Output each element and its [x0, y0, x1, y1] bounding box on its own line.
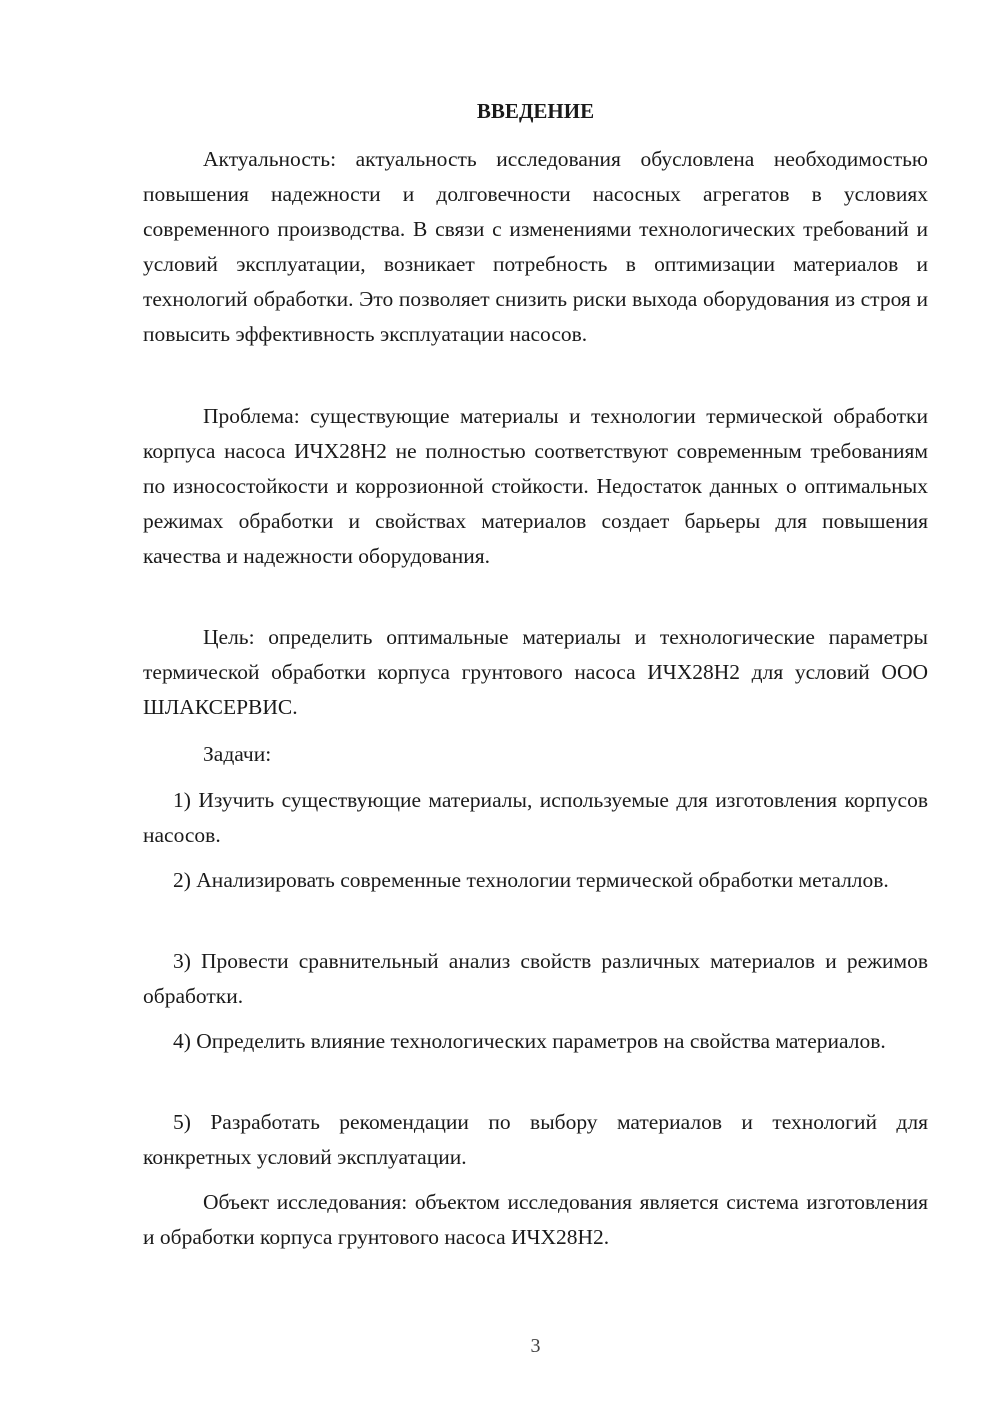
task-item-2: 2) Анализировать современные технологии термической обработки металлов. — [173, 868, 889, 892]
task-item-5: 5) Разработать рекомендации по выбору материалов и технологий для конкретных условий эксплуатации. — [143, 1110, 928, 1169]
tasks-label: Задачи: — [203, 742, 272, 766]
paragraph-problem: Проблема: существующие материалы и технологии термической обработки корпуса насоса ИЧХ28Н2 не полностью соответствуют современным требованиям по износостойкости и коррозионной стойкости. Недостаток данных о оптимальных режимах обработки и свойствах материалов создает барьеры для повышения качества и надежности оборудования. — [143, 404, 928, 568]
task-item-4: 4) Определить влияние технологических параметров на свойства материалов. — [173, 1029, 886, 1053]
task-item-3: 3) Провести сравнительный анализ свойств различных материалов и режимов обработки. — [143, 949, 928, 1008]
document-page — [143, 0, 928, 1414]
paragraph-relevance: Актуальность: актуальность исследования обусловлена необходимостью повышения надежности и долговечности насосных агрегатов в условиях современного производства. В связи с изменениями технологических требований и условий эксплуатации, возникает потребность в оптимизации материалов и технологий обработки. Это позволяет снизить риски выхода оборудования из строя и повысить эффективность эксплуатации насосов. — [143, 147, 928, 346]
paragraph-object: Объект исследования: объектом исследования является система изготовления и обработки корпуса грунтового насоса ИЧХ28Н2. — [143, 1190, 928, 1249]
task-item-1: 1) Изучить существующие материалы, используемые для изготовления корпусов насосов. — [143, 788, 928, 847]
paragraph-goal: Цель: определить оптимальные материалы и технологические параметры термической обработки корпуса грунтового насоса ИЧХ28Н2 для условий ООО ШЛАКСЕРВИС. — [143, 625, 928, 719]
section-heading: ВВЕДЕНИЕ — [476, 99, 595, 123]
page-number: 3 — [530, 1335, 541, 1357]
